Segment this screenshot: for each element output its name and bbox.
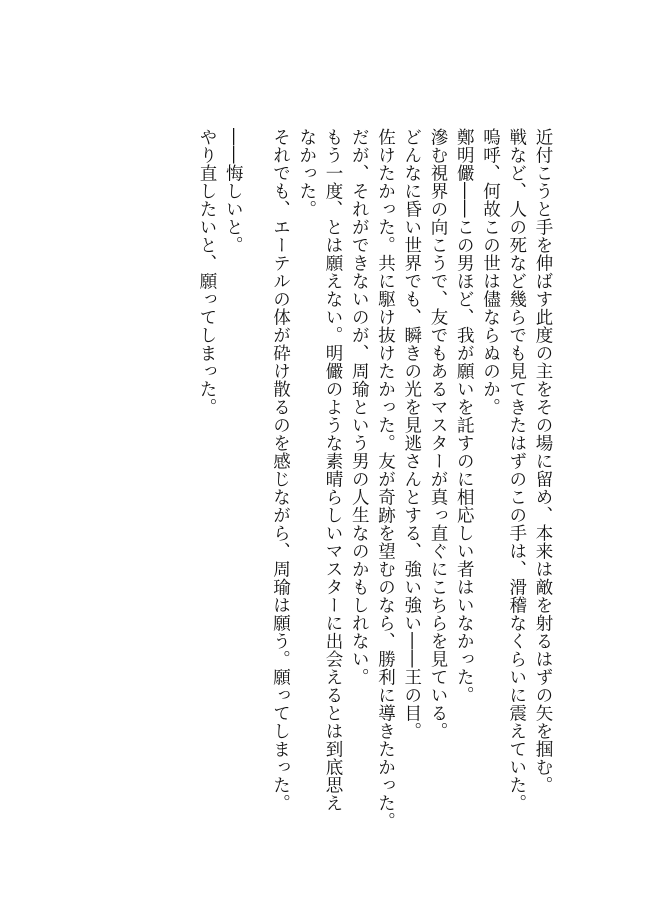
text-line: なかった。 <box>296 128 317 218</box>
text-line: 滲む視界の向こうで、友でもあるマスターが真っ直ぐにこちらを見ている。 <box>428 128 448 740</box>
text-line: だが、それができないのが、周瑜という男の人生なのかもしれない。 <box>349 128 370 686</box>
text-line: やり直したいと、願ってしまった。 <box>197 128 217 416</box>
text-line: それでも、エーテルの体が砕け散るのを感じながら、周瑜は願う。願ってしまった。 <box>270 128 291 812</box>
text-line: 近付こうと手を伸ばす此度の主をその場に留め、本来は敵を射るはずの矢を掴む。 <box>533 128 553 794</box>
text-line: どんなに昏い世界でも、瞬きの光を見逃さんとする、強い強い――王の目。 <box>401 128 422 740</box>
text-line: もう一度、とは願えない。明儼のような素晴らしいマスターに出会えるとは到底思え <box>323 128 343 812</box>
text-line: 鄭明儼――この男ほど、我が願いを託すのに相応しい者はいなかった。 <box>454 128 475 704</box>
text-line: 戦など、人の死など幾らでも見てきたはずのこの手は、滑稽なくらいに震えていた。 <box>506 128 527 812</box>
vertical-text-body <box>194 128 556 828</box>
text-line: 佐けたかった。共に駆け抜けたかった。友が奇跡を望むのなら、勝利に導きたかった。 <box>375 128 396 830</box>
blank-line <box>246 128 267 828</box>
text-line: 嗚呼、何故この世は儘ならぬのか。 <box>480 128 501 416</box>
text-line: ――悔しいと。 <box>223 128 244 254</box>
